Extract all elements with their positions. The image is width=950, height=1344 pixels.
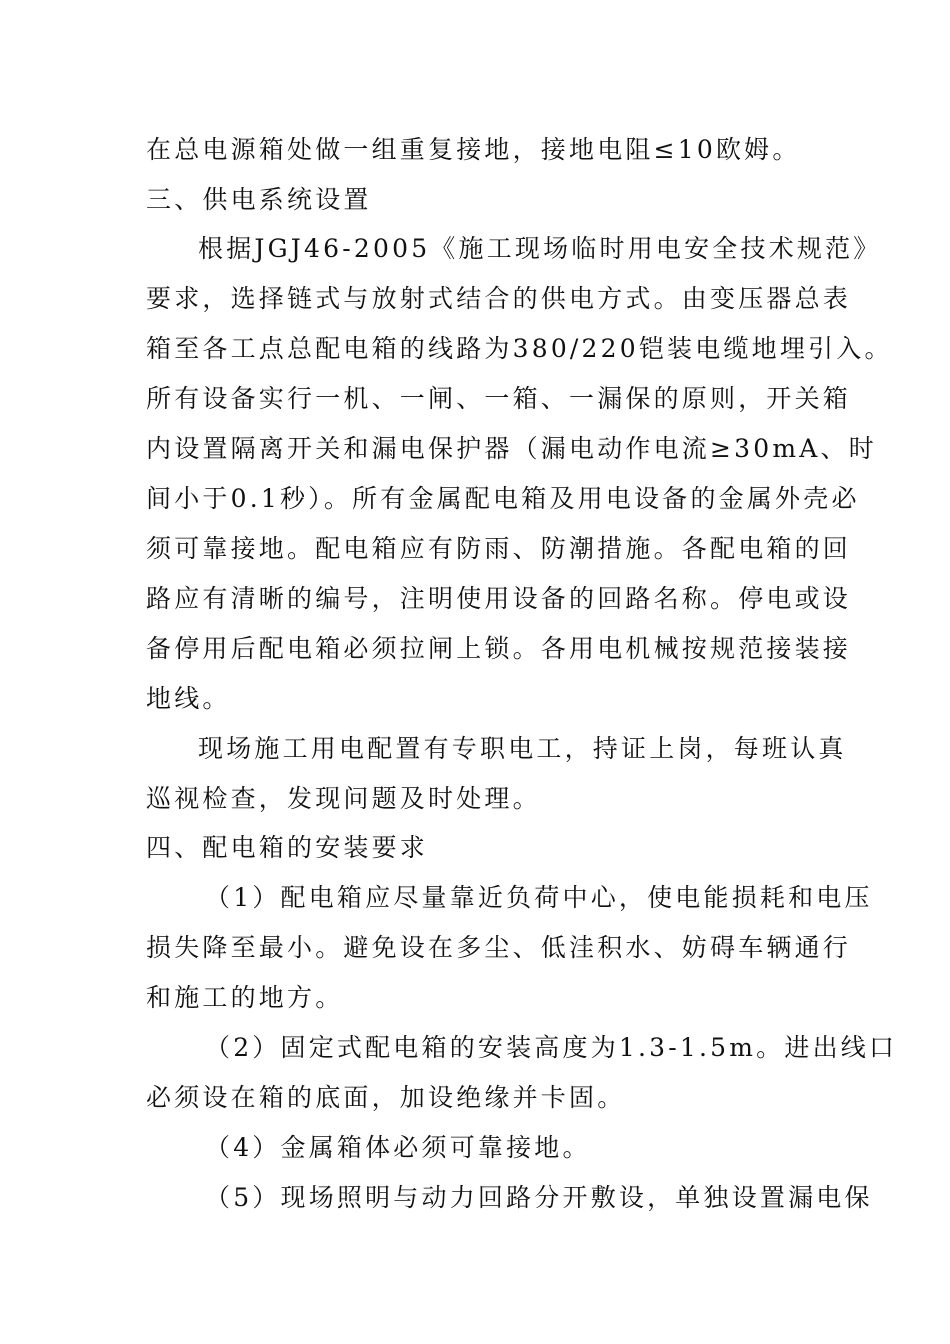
text-line-13: 现场施工用电配置有专职电工，持证上岗，每班认真 (198, 734, 847, 763)
text-line-21: （4）金属箱体必须可靠接地。 (205, 1133, 591, 1162)
section-heading-3: 三、供电系统设置 (146, 185, 372, 214)
text-line-19: （2）固定式配电箱的安装高度为1.3-1.5m。进出线口 (205, 1033, 898, 1062)
text-line-14: 巡视检查，发现问题及时处理。 (146, 784, 541, 813)
text-line-6: 所有设备实行一机、一闸、一箱、一漏保的原则，开关箱 (146, 384, 852, 413)
text-line-4: 要求，选择链式与放射式结合的供电方式。由变压器总表 (146, 284, 852, 313)
text-line-3: 根据JGJ46-2005《施工现场临时用电安全技术规范》 (198, 234, 882, 263)
text-line-7: 内设置隔离开关和漏电保护器（漏电动作电流≥30mA、时 (146, 434, 877, 463)
text-line-16: （1）配电箱应尽量靠近负荷中心，使电能损耗和电压 (205, 883, 873, 912)
section-heading-4: 四、配电箱的安装要求 (146, 833, 429, 862)
text-line-10: 路应有清晰的编号，注明使用设备的回路名称。停电或设 (146, 584, 852, 613)
text-line-9: 须可靠接地。配电箱应有防雨、防潮措施。各配电箱的回 (146, 534, 852, 563)
text-line-18: 和施工的地方。 (146, 983, 344, 1012)
text-line-8: 间小于0.1秒）。所有金属配电箱及用电设备的金属外壳必 (146, 484, 860, 513)
text-line-22: （5）现场照明与动力回路分开敷设，单独设置漏电保 (205, 1183, 873, 1212)
text-line-12: 地线。 (146, 684, 231, 713)
text-line-5: 箱至各工点总配电箱的线路为380/220铠装电缆地埋引入。 (146, 334, 893, 363)
text-line-17: 损失降至最小。避免设在多尘、低洼积水、妨碍车辆通行 (146, 933, 852, 962)
text-line-11: 备停用后配电箱必须拉闸上锁。各用电机械按规范接装接 (146, 634, 852, 663)
text-line-20: 必须设在箱的底面，加设绝缘并卡固。 (146, 1083, 626, 1112)
text-line-1: 在总电源箱处做一组重复接地，接地电阻≤10欧姆。 (146, 135, 801, 164)
